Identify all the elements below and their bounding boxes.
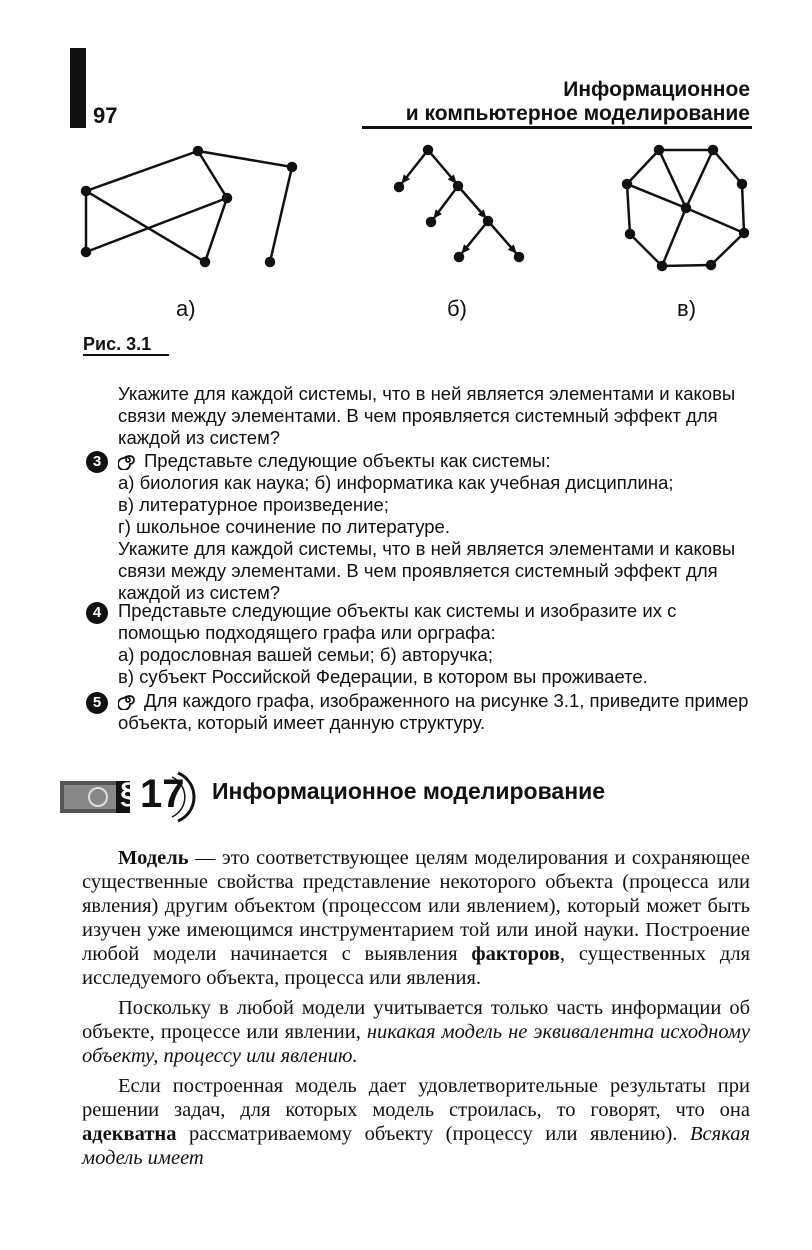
task-5-text: Для каждого графа, изображенного на рисунке 3.1, приведите пример объекта, который имеет данную структуру. xyxy=(118,690,749,733)
section-emblem xyxy=(60,767,200,832)
task-3 xyxy=(118,450,752,604)
graph-label-a: а) xyxy=(176,296,196,321)
term-factors: факторов xyxy=(471,943,560,965)
task-4-number: 4 xyxy=(86,602,108,624)
paragraph-3-text: Если построенная модель дает удовлетворительные результаты при решении задач, для которых модель строилась, то говорят, что она xyxy=(82,1075,750,1121)
paragraph-2-italic: никакая модель не эквивалентна исходному объекту, процессу или явлению. xyxy=(82,1021,751,1067)
task-3-lead: Представьте следующие объекты как системы: xyxy=(144,450,551,471)
task-3-item: г) школьное сочинение по литературе. xyxy=(118,516,450,537)
section-number: 17 xyxy=(140,772,185,816)
section-title: Информационное моделирование xyxy=(212,778,606,804)
paragraph-3 xyxy=(82,1074,750,1170)
task-3-item: а) биология как наука; б) информатика как учебная дисциплина; xyxy=(118,472,674,493)
graph-c xyxy=(623,146,748,270)
term-adequate: адекватна xyxy=(82,1123,177,1145)
graph-label-b: б) xyxy=(447,296,467,321)
paragraph-3-mid: рассматриваемому объекту (процессу или явлению). xyxy=(176,1123,690,1145)
spiral-icon xyxy=(118,450,138,470)
paragraph-2 xyxy=(82,996,750,1068)
task-5-number: 5 xyxy=(86,692,108,714)
task-3-tail: Укажите для каждой системы, что в ней является элементами и каковы связи между элементами. В чем проявляется системный эффект для каждой из систем? xyxy=(118,538,736,603)
running-header-line2: и компьютерное моделирование xyxy=(405,102,750,125)
task-3-item: в) литературное произведение; xyxy=(118,494,389,515)
task-4 xyxy=(118,600,752,688)
section-symbol: § xyxy=(120,777,137,810)
paragraph-1-text: — это соответствующее целям моделирования и сохраняющее существенные свойства представление некоторого объекта (процесса или явления) другим объектом (процессом или явлением), который может быть изучен уже имеющимся инструментарием той или иной науки. Построение любой модели начинается с выявления xyxy=(82,847,750,965)
running-header-line1: Информационное xyxy=(563,78,750,101)
figure-graphs xyxy=(0,0,812,300)
task-4-item: в) субъект Российской Федерации, в котором вы проживаете. xyxy=(118,666,648,687)
paragraph-1 xyxy=(82,846,750,990)
page-number: 97 xyxy=(93,103,118,128)
paragraph-3-italic: Всякая модель имеет xyxy=(82,1123,750,1169)
task-3-number: 3 xyxy=(86,451,108,473)
paragraph-1-end: , существенных для исследуемого объекта, процесса или явления. xyxy=(82,943,750,989)
task-4-lead: Представьте следующие объекты как системы и изобразите их с помощью подходящего графа или орграфа: xyxy=(118,600,677,643)
task-intro-text: Укажите для каждой системы, что в ней является элементами и каковы связи между элементами. В чем проявляется системный эффект для каждой из систем? xyxy=(118,383,736,448)
task-5 xyxy=(118,690,752,734)
task-intro xyxy=(118,383,752,449)
graph-b xyxy=(395,146,523,261)
paragraph-2-text: Поскольку в любой модели учитывается только часть информации об объекте, процессе или явлении, xyxy=(82,997,750,1043)
task-4-item: а) родословная вашей семьи; б) авторучка; xyxy=(118,644,493,665)
graph-label-c: в) xyxy=(677,296,697,321)
term-model: Модель xyxy=(118,847,189,869)
spiral-icon xyxy=(118,690,138,710)
figure-caption-rule xyxy=(83,354,169,356)
graph-a xyxy=(82,147,296,266)
body-text xyxy=(82,846,750,1176)
figure-caption: Рис. 3.1 xyxy=(83,334,152,354)
